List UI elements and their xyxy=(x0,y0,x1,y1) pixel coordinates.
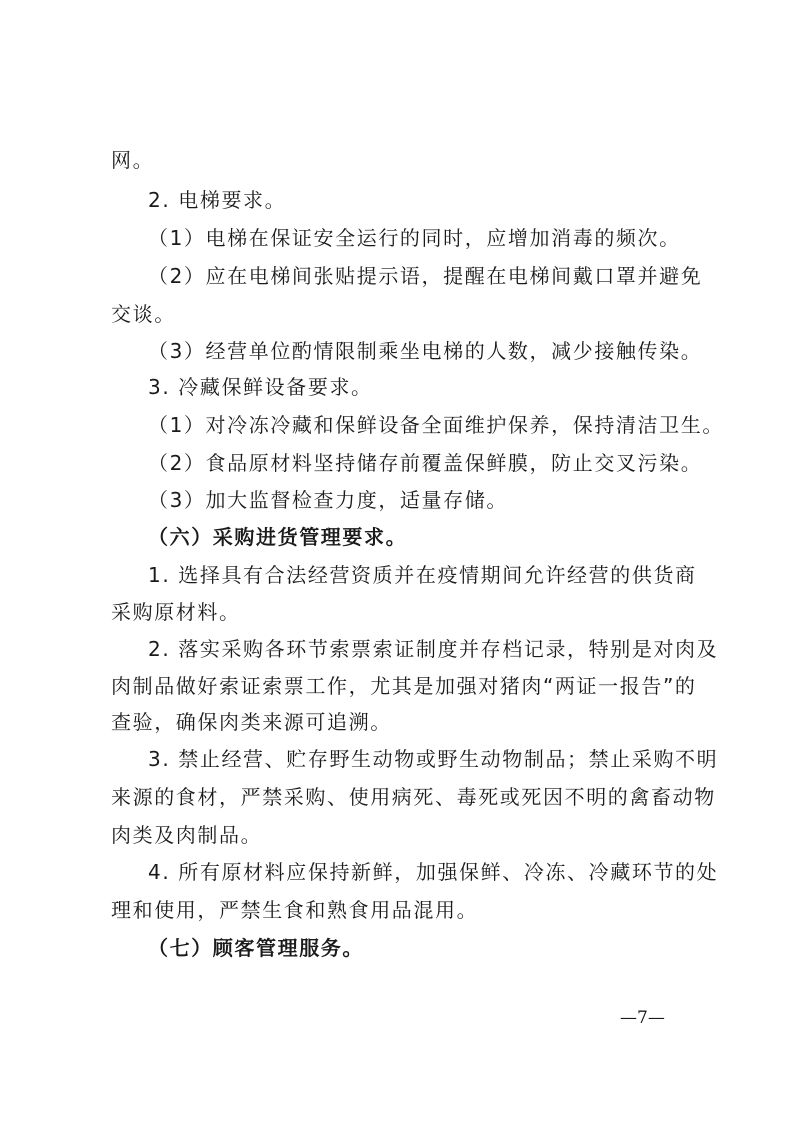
text-line: 理和使用，严禁生食和熟食用品混用。 xyxy=(111,898,479,922)
text-line: （1）电梯在保证安全运行的同时，应增加消毒的频次。 xyxy=(148,226,681,250)
text-line: 交谈。 xyxy=(111,302,176,326)
text-line: （3）加大监督检查力度，适量存储。 xyxy=(148,488,508,512)
text-line: （1）对冷冻冷藏和保鲜设备全面维护保养，保持清洁卫生。 xyxy=(148,413,724,437)
text-line: （2）应在电梯间张贴提示语，提醒在电梯间戴口罩并避免 xyxy=(148,264,703,288)
text-line: 来源的食材，严禁采购、使用病死、毒死或死因不明的禽畜动物 xyxy=(111,785,716,809)
text-line: 2. 电梯要求。 xyxy=(148,188,287,212)
page-number: —7— xyxy=(620,1008,665,1028)
text-line: 采购原材料。 xyxy=(111,600,241,624)
text-line: （3）经营单位酌情限制乘坐电梯的人数，减少接触传染。 xyxy=(148,339,703,363)
section-heading: （七）顾客管理服务。 xyxy=(148,936,364,960)
text-line: 2. 落实采购各环节索票索证制度并存档记录，特别是对肉及 xyxy=(148,637,719,661)
text-line: （2）食品原材料坚持储存前覆盖保鲜膜，防止交叉污染。 xyxy=(148,451,703,475)
text-line: 肉制品做好索证索票工作，尤其是加强对猪肉“两证一报告”的 xyxy=(111,674,697,698)
text-line: 肉类及肉制品。 xyxy=(111,823,263,847)
text-line: 4. 所有原材料应保持新鲜，加强保鲜、冷冻、冷藏环节的处 xyxy=(148,860,719,884)
text-line: 3. 冷藏保鲜设备要求。 xyxy=(148,375,373,399)
text-line: 查验，确保肉类来源可追溯。 xyxy=(111,710,392,734)
text-line: 网。 xyxy=(111,148,155,172)
text-line: 3. 禁止经营、贮存野生动物或野生动物制品；禁止采购不明 xyxy=(148,747,719,771)
section-heading: （六）采购进货管理要求。 xyxy=(148,525,408,549)
text-line: 1. 选择具有合法经营资质并在疫情期间允许经营的供货商 xyxy=(148,563,697,587)
